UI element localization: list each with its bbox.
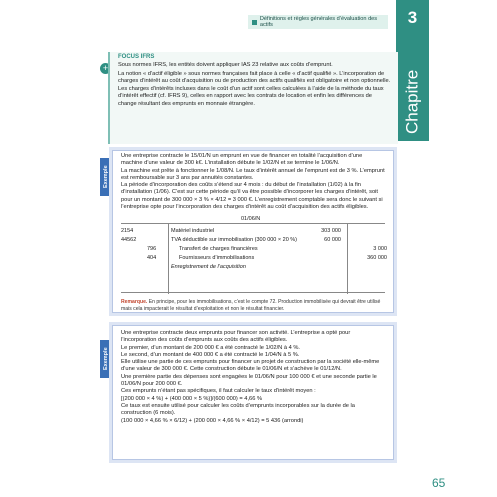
entry-label: Enregistrement de l’acquisition <box>171 264 246 271</box>
entry-label: Transfert de charges financières <box>179 246 258 253</box>
remark-text: En principe, pour les immobilisations, c’est le compte 72. Production immobilisée qui devrait être utilisé mais cela impacterait le résultat d’exploitation et non le résultat financier. <box>121 299 381 312</box>
focus-ifrs-box <box>108 52 398 144</box>
chapter-number: 3 <box>407 8 418 27</box>
remark-label: Remarque. <box>121 299 148 306</box>
credit-amount: 360 000 <box>367 255 387 262</box>
account-credit: 404 <box>147 255 157 262</box>
entry-label: TVA déductible sur immobilisation (300 000 × 20 %) <box>171 237 298 244</box>
remark <box>121 299 385 312</box>
example-line: Le second, d’un montant de 400 000 € a été contracté le 1/04/N à 5 %. <box>121 351 300 358</box>
example-line: (100 000 × 4,66 % × 6/12) + (200 000 × 4,66 % × 4/12) = 5 436 (arrondi) <box>121 417 304 424</box>
debit-amount: 60 000 <box>324 237 341 244</box>
example-line: Ce taux est ensuite utilisé pour calculer les coûts d’emprunts incorporables sur la durée de la construction (6 mois). <box>121 402 355 417</box>
focus-title: FOCUS IFRS <box>118 54 155 60</box>
account-debit: 2154 <box>121 228 134 235</box>
example-box <box>112 150 394 313</box>
example-tag: Exemple <box>100 340 112 378</box>
running-header-title: Définitions et règles générales d’évaluation des actifs <box>259 16 378 28</box>
entry-label: Fournisseurs d’immobilisations <box>179 255 255 262</box>
focus-paragraph: Sous normes IFRS, les entités doivent appliquer IAS 23 relative aux coûts d’emprunt. <box>118 62 333 69</box>
journal-row <box>121 264 387 272</box>
journal-row <box>121 246 387 254</box>
example-paragraph: La machine est prête à fonctionner le 1/08/N. Le taux d’intérêt annuel de l’emprunt est de 3 %. L’emprunt est remboursable sur 3 ans par annuités constantes. <box>121 167 385 181</box>
example-line: Elle utilise une partie de ces emprunts pour financer un projet de construction par la société elle-même d’une valeur de 300 000 €. Cette construction débute le 01/06/N et s’achève le 01/12/N. <box>121 359 380 373</box>
example-line: Une entreprise contracte deux emprunts pour financer son activité. L’entreprise a opté pour l’incorporation des coûts d’emprunts aux coûts des actifs éligibles. <box>121 330 351 344</box>
journal-row <box>121 255 387 263</box>
example-tag: Exemple <box>100 158 112 196</box>
journal-row <box>121 237 387 245</box>
example-line: Une première partie des dépenses sont engagées le 01/06/N pour 100 000 € et une seconde partie le 01/06/N pour 200 000 €. <box>121 373 377 388</box>
account-debit: 44562 <box>121 237 137 244</box>
running-header <box>248 15 388 29</box>
example-line: Le premier, d’un montant de 200 000 € a été contracté le 1/02/N à 4 %. <box>121 344 300 351</box>
example-paragraph: La période d’incorporation des coûts s’étend sur 4 mois : du début de l’installation (1/02) à la fin d’installation (1/06). C’est sur cette période qu’il va être possible d’incorporer les charges d’intérêt, soit pour un montant de 300 000 × 3 % × 4/12 = 3 000 €. L’enregistrement comptable sera donc le suivant si l’entreprise opte pour l’incorporation des charges d’intérêt au coût d’acquisition des actifs éligibles. <box>121 182 383 211</box>
example-box <box>112 325 394 460</box>
journal-entry <box>121 216 387 293</box>
plus-icon: + <box>100 63 111 74</box>
focus-paragraph: La notion « d’actif éligible » sous normes françaises fait place à celle « d’actif qualifié ». L’incorporation de charges d’intérêt au coût d’acquisition ou de production des actifs qualifiés est obligatoire et non optionnelle. <box>118 70 391 84</box>
example-paragraph: Une entreprise contracte le 15/01/N un emprunt en vue de financer en totalité l’acquisition d’une machine d’une valeur de 300 k€. L’installation débute le 1/02/N et se termine le 1/06/N. <box>121 153 363 167</box>
page-number: 65 <box>432 476 446 490</box>
journal-row <box>121 228 387 236</box>
journal-date: 01/06/N <box>241 216 261 223</box>
account-credit: 796 <box>147 246 157 253</box>
credit-amount: 3 000 <box>373 246 387 253</box>
example-line: [(200 000 × 4 %) + (400 000 × 5 %)]/(600 000) = 4,66 % <box>121 395 263 402</box>
debit-amount: 303 000 <box>321 228 341 235</box>
chapter-label: Chapitre <box>402 69 422 134</box>
entry-label: Matériel industriel <box>171 228 215 235</box>
square-bullet-icon <box>252 20 257 25</box>
example-line: Ces emprunts n’étant pas spécifiques, il faut calculer le taux d’intérêt moyen : <box>121 388 316 395</box>
focus-paragraph: Les charges d’intérêts incluses dans le coût d’un actif sont celles calculées à l’aide de la méthode du taux d’intérêt effectif (cf. IFRS 9), celles en rapport avec les contrats de location et enfin les différences de change résultant des emprunts en monnaie étrangère. <box>118 86 384 107</box>
